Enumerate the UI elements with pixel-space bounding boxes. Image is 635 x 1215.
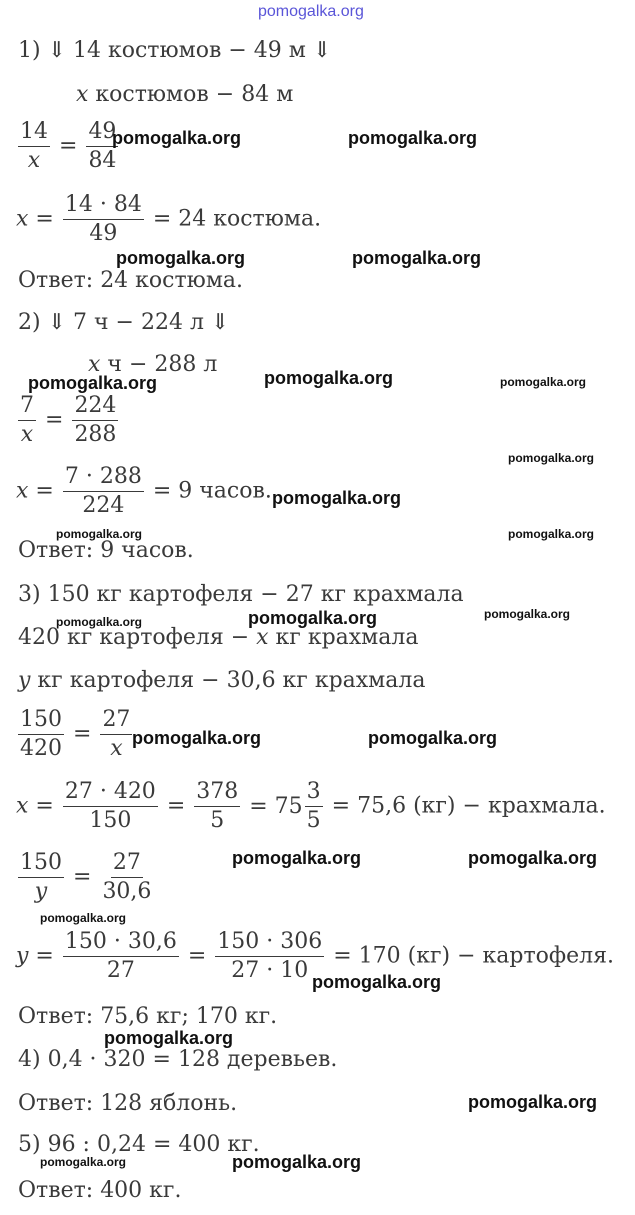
- watermark: pomogalka.org: [312, 972, 442, 992]
- watermark: pomogalka.org: [56, 527, 143, 541]
- task2-calculation: x = $\frac{7 \cdot 288}{224}$ = 9 часов.: [16, 464, 272, 518]
- task2-proportion: $\frac{7}{x}$ = $\frac{224}{288}$: [20, 393, 117, 447]
- task3-answer: Ответ: 75,6 кг; 170 кг.: [18, 1004, 278, 1029]
- fraction: $\frac{27 \cdot 420}{150}$: [64, 779, 156, 833]
- fraction: $\frac{7 \cdot 288}{224}$: [64, 464, 142, 518]
- fraction: $\frac{150}{420}$: [20, 707, 62, 761]
- watermark: pomogalka.org: [132, 728, 262, 748]
- watermark: pomogalka.org: [248, 608, 378, 628]
- task1-proportion: $\frac{14}{x}$ = $\frac{49}{84}$: [20, 119, 117, 173]
- watermark: pomogalka.org: [272, 488, 402, 508]
- task3-calculation2: y = $\frac{150 \cdot 30,6}{27}$ = $\frac{150 \cdot 306}{27 \cdot 10}$ = 170 (кг) − картофеля.: [16, 929, 614, 983]
- watermark: pomogalka.org: [368, 728, 498, 748]
- task4-statement: 4) 0,4 · 320 = 128 деревьев.: [18, 1047, 338, 1072]
- watermark: pomogalka.org: [40, 911, 127, 925]
- watermark: pomogalka.org: [468, 1092, 598, 1112]
- watermark: pomogalka.org: [56, 615, 143, 629]
- watermark: pomogalka.org: [468, 848, 598, 868]
- watermark: pomogalka.org: [104, 1028, 234, 1048]
- watermark: pomogalka.org: [348, 128, 478, 148]
- task4-answer: Ответ: 128 яблонь.: [18, 1091, 238, 1116]
- watermark: pomogalka.org: [500, 375, 587, 389]
- watermark: pomogalka.org: [232, 848, 362, 868]
- task3-proportion1: $\frac{150}{420}$ = $\frac{27}{x}$: [20, 707, 131, 761]
- watermark: pomogalka.org: [264, 368, 394, 388]
- task5-answer: Ответ: 400 кг.: [18, 1178, 182, 1203]
- fraction: $\frac{27}{30,6}$: [102, 850, 152, 904]
- task3-line2: 420 кг картофеля − x кг крахмала: [18, 625, 419, 650]
- fraction: $\frac{3}{5}$: [306, 779, 321, 833]
- task1-var: x: [76, 82, 89, 107]
- watermark: pomogalka.org: [508, 527, 595, 541]
- task1-line2-text: костюмов − 84 м: [88, 82, 294, 107]
- task2-answer: Ответ: 9 часов.: [18, 538, 194, 563]
- task5-statement: 5) 96 : 0,24 = 400 кг.: [18, 1132, 260, 1157]
- fraction: $\frac{14}{x}$: [20, 119, 48, 173]
- fraction: $\frac{14 \cdot 84}{49}$: [64, 192, 142, 246]
- fraction: $\frac{27}{x}$: [102, 707, 131, 761]
- watermark: pomogalka.org: [258, 3, 364, 20]
- fraction: $\frac{150 \cdot 30,6}{27}$: [64, 929, 177, 983]
- watermark: pomogalka.org: [116, 248, 246, 268]
- task2-statement: 2) ⇓ 7 ч − 224 л ⇓: [18, 310, 230, 335]
- task1-calculation: x = $\frac{14 \cdot 84}{49}$ = 24 костюма.: [16, 192, 322, 246]
- task3-statement: 3) 150 кг картофеля − 27 кг крахмала: [18, 582, 464, 607]
- fraction: $\frac{49}{84}$: [88, 119, 117, 173]
- watermark: pomogalka.org: [508, 451, 595, 465]
- fraction: $\frac{224}{288}$: [74, 393, 117, 447]
- fraction: $\frac{7}{x}$: [20, 393, 34, 447]
- mixed-number: = 75 $\frac{3}{5}$: [249, 779, 321, 833]
- task1-answer: Ответ: 24 костюма.: [18, 268, 244, 293]
- task3-calculation1: x = $\frac{27 \cdot 420}{150}$ = $\frac{378}{5}$ = 75 $\frac{3}{5}$ = 75,6 (кг) − крахмала.: [16, 779, 606, 833]
- watermark: pomogalka.org: [352, 248, 482, 268]
- watermark: pomogalka.org: [40, 1155, 127, 1169]
- task3-proportion2: $\frac{150}{y}$ = $\frac{27}{30,6}$: [20, 850, 152, 904]
- fraction: $\frac{150}{y}$: [20, 850, 62, 904]
- fraction: $\frac{150 \cdot 306}{27 \cdot 10}$: [217, 929, 323, 983]
- task2-line2: x ч − 288 л: [88, 352, 218, 377]
- task1-statement: 1) ⇓ 14 костюмов − 49 м ⇓: [18, 38, 332, 63]
- fraction: $\frac{378}{5}$: [196, 779, 239, 833]
- task1-line2: [76, 84, 293, 106]
- watermark: pomogalka.org: [28, 373, 158, 393]
- task3-line3: y кг картофеля − 30,6 кг крахмала: [18, 668, 426, 693]
- watermark: pomogalka.org: [484, 607, 571, 621]
- watermark: pomogalka.org: [232, 1152, 362, 1172]
- watermark: pomogalka.org: [112, 128, 242, 148]
